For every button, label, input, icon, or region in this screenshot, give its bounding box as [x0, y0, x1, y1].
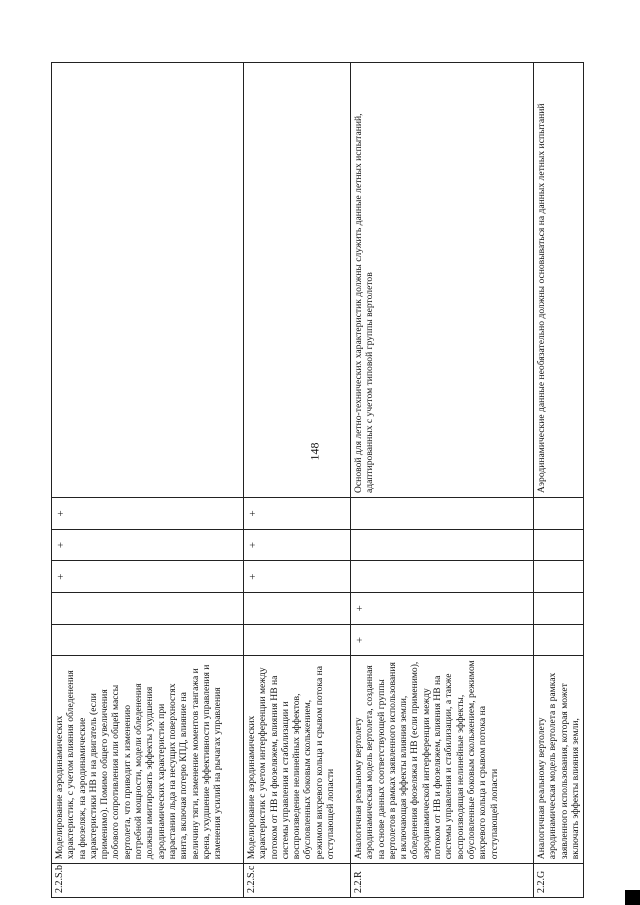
level-mark: + [351, 592, 534, 624]
level-mark [351, 529, 534, 561]
level-mark [244, 624, 351, 656]
row-code: 2.2.G [534, 864, 584, 898]
level-mark [534, 561, 584, 593]
row-description: Моделирование аэродинамических характеристик, с учетом влияния обледенения на фюзеляж, на аэродинамические характеристики НВ и на двигатель (если применимо). Помимо общего увеличения лобового сопротивления или общей массы вертолета, что приводит к изменению потребной мощности, модели обледенения должны имитировать эффекты ухудшения аэродинамических характеристик при нарастании льда на несущих поверхностях винта, включая потерю КПД, влияние на величину тяги, изменение моментов тангажа и крена, ухудшение эффективности управления и изменения усилий на рычагах управления [52, 656, 244, 864]
table-row [52, 63, 244, 898]
row-remark [244, 63, 351, 498]
row-description: Аналогичная реальному вертолету аэродинамическая модель вертолета в рамках заявленного использования, которая может включать эффекты влияния земли, [534, 656, 584, 864]
level-mark [52, 624, 244, 656]
level-mark [244, 592, 351, 624]
row-description: Аналогичная реальному вертолету аэродинамическая модель вертолета, созданная на основе данных соответствующей группы вертолетов в рамках заявленного использования и включающая эффекты влияния земли, обледенения фюзеляжа и НВ (если применимо), аэродинамической интерференции между потоком от НВ и фюзеляжем, влияния НВ на системы управления и стабилизации, а также воспроизводящая нелинейные эффекты, обусловленные боковым скольжением, режимом вихревого кольца и срывом потока на отступающей лопасти [351, 656, 534, 864]
table-wrapper [51, 62, 581, 898]
table-row [244, 63, 351, 898]
level-mark: + [244, 498, 351, 530]
row-description: Моделирование аэродинамических характеристик с учетом интерференции между потоком от НВ и фюзеляжем, влияния НВ на системы управления и стабилизации и воспроизведение нелинейных эффектов, обусловленных боковым скольжением, режимом вихревого кольца и срывом потока на отступающей лопасти [244, 656, 351, 864]
table-row [534, 63, 584, 898]
level-mark [534, 592, 584, 624]
level-mark [534, 624, 584, 656]
level-mark: + [52, 498, 244, 530]
requirements-table [51, 62, 584, 898]
level-mark: + [52, 561, 244, 593]
level-mark [534, 498, 584, 530]
table-row [351, 63, 534, 898]
rotated-table-area [51, 62, 640, 893]
level-mark [534, 529, 584, 561]
page-number: 148 [307, 442, 322, 461]
scan-edge-mark [625, 890, 640, 905]
level-mark: + [52, 529, 244, 561]
row-code: 2.2.R [351, 864, 534, 898]
level-mark [351, 561, 534, 593]
row-remark: Аэродинамические данные необязательно должны основываться на данных летных испытаний [534, 63, 584, 498]
level-mark: + [351, 624, 534, 656]
row-code: 2.2.S.c [244, 864, 351, 898]
level-mark: + [244, 561, 351, 593]
level-mark: + [244, 529, 351, 561]
row-remark: Основой для летно-технических характеристик должны служить данные летных испытаний, адаптированных с учетом типовой группы вертолетов [351, 63, 534, 498]
row-remark [52, 63, 244, 498]
row-code: 2.2.S.b [52, 864, 244, 898]
level-mark [351, 498, 534, 530]
level-mark [52, 592, 244, 624]
